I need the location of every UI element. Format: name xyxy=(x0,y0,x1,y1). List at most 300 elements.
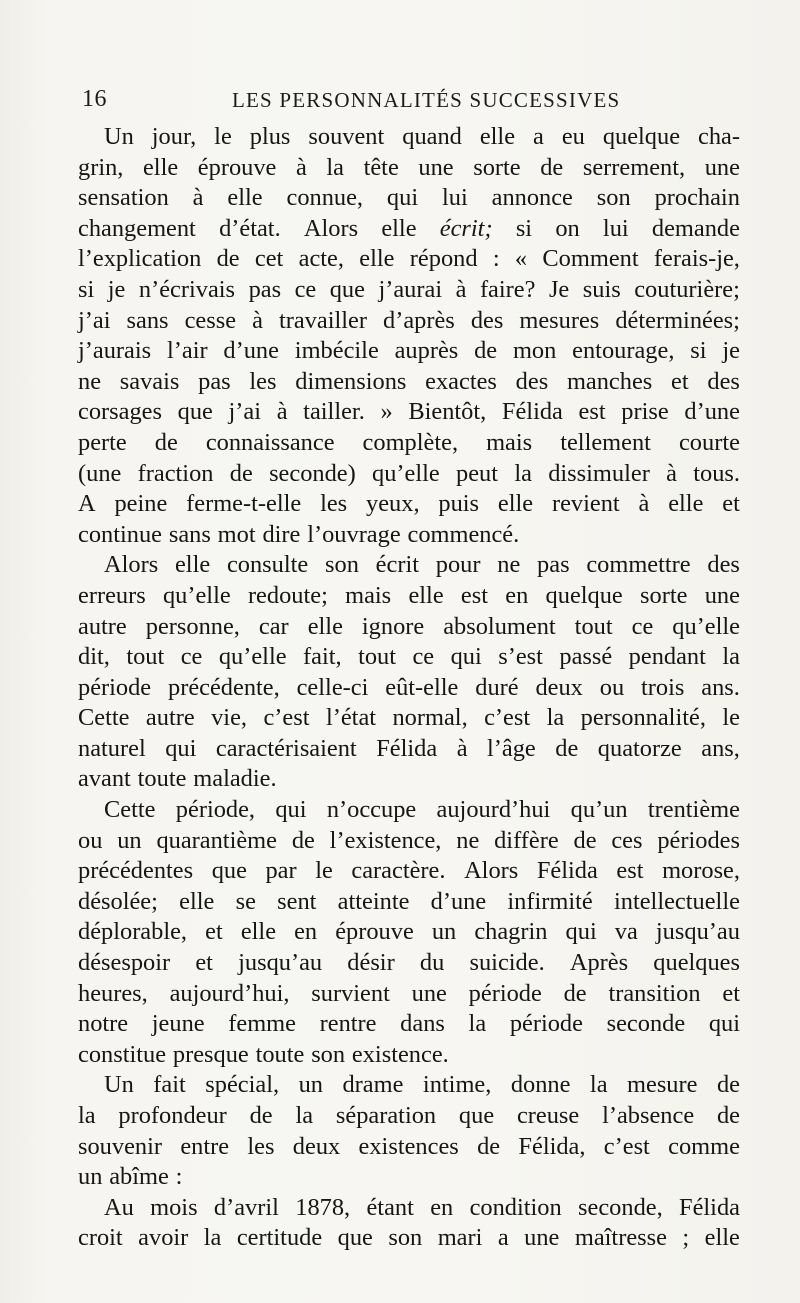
word: faire? xyxy=(479,275,536,303)
word: elle xyxy=(381,214,417,242)
word: des xyxy=(515,367,549,395)
text-line xyxy=(78,306,740,337)
word: on xyxy=(555,214,580,242)
word: ignore xyxy=(361,612,425,640)
word: l’âge xyxy=(487,734,536,762)
word: de xyxy=(154,428,178,456)
word: trois xyxy=(641,673,685,701)
word: précédente, xyxy=(168,673,280,701)
word: ne xyxy=(456,826,480,854)
word: n’écrivais xyxy=(138,275,236,303)
word: son xyxy=(388,1224,423,1252)
word: mois xyxy=(150,1193,198,1221)
word: n’occupe xyxy=(326,796,417,824)
word: abîme xyxy=(109,1163,169,1191)
word: connue, xyxy=(286,184,364,212)
word: « xyxy=(514,245,528,273)
word: quelque xyxy=(545,581,623,609)
text-line xyxy=(78,734,740,765)
word: peine xyxy=(114,490,168,518)
word: c’est xyxy=(263,704,310,732)
text-line xyxy=(78,856,740,887)
word: répond xyxy=(409,245,478,273)
word: 1878, xyxy=(295,1193,351,1221)
word: j’aurai xyxy=(378,275,443,303)
word: Cette xyxy=(104,796,156,824)
word: quatorze xyxy=(597,734,682,762)
word: et xyxy=(722,490,740,518)
word: tout xyxy=(358,643,397,671)
word: erreurs xyxy=(78,581,146,609)
word: a xyxy=(497,1224,509,1252)
word: période xyxy=(78,673,152,701)
word: personnalité, xyxy=(580,704,706,732)
word: j’aurais xyxy=(78,337,152,365)
word: qui xyxy=(165,734,197,762)
word: de xyxy=(229,459,253,487)
text-line xyxy=(78,367,740,398)
word: le xyxy=(315,857,333,885)
word: qu’elle xyxy=(218,643,287,671)
word: un xyxy=(78,1163,103,1191)
word: de xyxy=(716,1071,740,1099)
word: femme xyxy=(228,1010,296,1038)
word: mot xyxy=(217,520,256,548)
word: autre xyxy=(78,612,127,640)
word: annonce xyxy=(491,184,573,212)
word: mari xyxy=(437,1224,483,1252)
word: tout xyxy=(126,643,165,671)
word: cet xyxy=(254,245,284,273)
word: dire xyxy=(262,520,301,548)
word: suicide. xyxy=(469,949,545,977)
word: précédentes xyxy=(78,857,194,885)
word: duré xyxy=(475,673,519,701)
text-line xyxy=(78,520,740,551)
word: Alors xyxy=(464,857,519,885)
word: un xyxy=(431,918,457,946)
word: à xyxy=(455,275,467,303)
word: seconde xyxy=(606,1010,686,1038)
word: une xyxy=(704,153,740,181)
word: les xyxy=(320,490,348,518)
word: ces xyxy=(611,826,643,854)
word: est xyxy=(460,581,489,609)
word: sent xyxy=(277,887,317,915)
word: tête xyxy=(363,153,399,181)
word: a xyxy=(533,123,544,150)
word: une xyxy=(411,979,447,1007)
word: de xyxy=(477,1132,501,1160)
word: à xyxy=(192,184,204,212)
word: désespoir xyxy=(78,949,171,977)
word: eu xyxy=(561,123,585,150)
text-line xyxy=(78,183,740,214)
word: avoir xyxy=(138,1224,189,1252)
text-line xyxy=(78,1070,740,1101)
word: normal, xyxy=(392,704,468,732)
word: l’état xyxy=(325,704,377,732)
word: celle-ci xyxy=(296,673,369,701)
word: seconde, xyxy=(578,1193,663,1221)
running-title: LES PERSONNALITÉS SUCCESSIVES xyxy=(232,88,621,112)
word: ce xyxy=(180,643,203,671)
word: peut xyxy=(456,459,499,487)
word: ou xyxy=(78,826,103,854)
word: cesse xyxy=(184,306,237,334)
word: la xyxy=(514,459,532,487)
word: désolée; xyxy=(78,887,158,915)
word: jour, xyxy=(151,123,197,150)
word: lui xyxy=(441,184,468,212)
word: et xyxy=(195,949,213,977)
word: qu’elle xyxy=(672,612,740,640)
word: pas xyxy=(537,551,570,579)
word: constitue xyxy=(78,1040,167,1068)
word: tellement xyxy=(560,428,651,456)
word: de xyxy=(291,826,315,854)
text-line xyxy=(78,244,740,275)
word: de xyxy=(540,153,564,181)
word: vie, xyxy=(211,704,248,732)
word: cha- xyxy=(698,123,740,150)
word: et xyxy=(205,918,223,946)
word: le xyxy=(722,704,740,732)
word: ans, xyxy=(701,734,740,762)
word: dissimuler xyxy=(548,459,650,487)
text-line xyxy=(78,336,740,367)
word: passé xyxy=(559,643,613,671)
word: en xyxy=(505,581,529,609)
word: consulte xyxy=(226,551,309,579)
word: écrit xyxy=(375,551,419,579)
word: complète, xyxy=(362,428,459,456)
word: deux xyxy=(535,673,583,701)
text-line xyxy=(78,948,740,979)
text-line xyxy=(78,122,740,153)
word: elle xyxy=(179,887,215,915)
text-line xyxy=(78,979,740,1010)
word: : xyxy=(175,1163,183,1191)
word: je xyxy=(107,275,126,303)
word: » xyxy=(380,398,393,426)
word: tout xyxy=(574,612,613,640)
word: période xyxy=(468,979,542,1007)
word: Bientôt, xyxy=(408,398,487,426)
word: d’avril xyxy=(213,1193,279,1221)
word: donne xyxy=(510,1071,571,1099)
word: ; xyxy=(682,1224,690,1252)
word: caractère. xyxy=(351,857,446,885)
word: certitude xyxy=(236,1224,323,1252)
word: mon xyxy=(512,337,557,365)
word: personne, xyxy=(145,612,240,640)
word: à xyxy=(276,398,288,426)
word: presque xyxy=(172,1040,249,1068)
word: la xyxy=(78,1102,96,1129)
word: sorte xyxy=(640,581,688,609)
word: qu’elle xyxy=(162,581,231,609)
word: fait xyxy=(153,1071,186,1099)
text-line xyxy=(78,397,740,428)
text-line xyxy=(78,550,740,581)
word: en xyxy=(294,918,318,946)
word: qui xyxy=(275,796,307,824)
word: aujourd’hui, xyxy=(169,979,290,1007)
word: la xyxy=(326,153,344,181)
word: souvenir xyxy=(78,1132,162,1160)
word: une xyxy=(418,153,454,181)
word: la xyxy=(722,643,740,671)
word: éprouve xyxy=(197,153,277,181)
word: lui xyxy=(602,214,629,242)
word: le xyxy=(214,123,232,150)
text-line xyxy=(78,673,740,704)
word: quand xyxy=(402,123,462,150)
word: la xyxy=(546,704,565,732)
page-header xyxy=(82,86,738,118)
word: étant xyxy=(366,1193,414,1221)
word: d’état. xyxy=(219,214,281,242)
word: par xyxy=(265,857,297,885)
word: morose, xyxy=(662,857,740,885)
word: dit, xyxy=(78,643,110,671)
word: que xyxy=(211,857,247,885)
text-line xyxy=(78,1101,740,1132)
word: ou xyxy=(599,673,625,701)
text-line xyxy=(78,612,740,643)
word: diffère xyxy=(494,826,559,854)
word: suis xyxy=(582,275,621,303)
word: que xyxy=(329,275,365,303)
word: en xyxy=(430,1193,454,1221)
word: se xyxy=(235,887,256,915)
word: de xyxy=(474,337,498,365)
paragraph xyxy=(78,1070,740,1192)
word: couturière; xyxy=(634,275,740,303)
word: sorte xyxy=(473,153,521,181)
word: toute xyxy=(137,765,187,793)
word: prochain xyxy=(654,184,740,212)
word: et xyxy=(722,979,740,1007)
word: la xyxy=(203,1224,222,1252)
word: elle xyxy=(704,1224,740,1252)
word: Alors xyxy=(303,214,359,242)
word: Félida xyxy=(536,857,598,885)
word: autre xyxy=(145,704,195,732)
word: c’est xyxy=(603,1132,650,1160)
word: ferme-t-elle xyxy=(186,490,302,518)
text-line xyxy=(78,1040,740,1071)
word: mais xyxy=(345,581,392,609)
word: quelques xyxy=(653,949,740,977)
word: fraction xyxy=(137,459,214,487)
word: mais xyxy=(486,428,533,456)
word: profondeur xyxy=(118,1102,227,1129)
word: qui xyxy=(708,1010,740,1038)
word: l’existence, xyxy=(329,826,442,854)
word: naturel xyxy=(78,734,146,762)
word: désir xyxy=(347,949,395,977)
word: ne xyxy=(497,551,521,579)
word: elle xyxy=(227,184,263,212)
word: Alors xyxy=(104,551,159,579)
word: sensation xyxy=(78,184,169,212)
word: corsages xyxy=(78,398,162,426)
word: Un xyxy=(104,123,134,150)
text-line xyxy=(78,703,740,734)
word: l’air xyxy=(166,337,208,365)
word: commettre xyxy=(586,551,691,579)
word: Un xyxy=(104,1071,134,1099)
word: qu’elle xyxy=(372,459,440,487)
word: d’une xyxy=(223,337,279,365)
word: j’ai xyxy=(78,306,111,334)
word: si xyxy=(515,214,533,242)
word: toute xyxy=(255,1040,305,1068)
word: ce xyxy=(412,643,435,671)
word: elle xyxy=(142,153,179,181)
word: yeux, xyxy=(366,490,420,518)
text-line xyxy=(78,1193,740,1224)
word: rentre xyxy=(319,1010,377,1038)
word: souvent xyxy=(308,123,385,150)
word: déplorable, xyxy=(78,918,188,946)
word: pas xyxy=(248,275,282,303)
word: absolument xyxy=(443,612,556,640)
word: : xyxy=(492,245,500,273)
word: période xyxy=(509,1010,583,1038)
word: aujourd’hui xyxy=(436,796,551,824)
word: continue xyxy=(78,520,162,548)
word: j’ai xyxy=(228,398,262,426)
word: prise xyxy=(621,398,669,426)
word: Félida xyxy=(679,1193,740,1221)
word: existence. xyxy=(351,1040,449,1068)
word: savais xyxy=(119,367,180,395)
word: des xyxy=(707,551,740,579)
word: fait, xyxy=(303,643,342,671)
word: séparation xyxy=(335,1102,437,1129)
word: pour xyxy=(435,551,481,579)
word: éprouve xyxy=(335,918,414,946)
word: les xyxy=(247,1132,275,1160)
word: est xyxy=(578,398,606,426)
word: qui xyxy=(450,643,482,671)
text-line xyxy=(78,1009,740,1040)
word: écrit; xyxy=(439,214,493,242)
word: puis xyxy=(438,490,480,518)
text-line xyxy=(78,826,740,857)
word: une xyxy=(704,581,740,609)
word: mesures xyxy=(519,306,600,334)
word: intellectuelle xyxy=(613,887,740,915)
text-line xyxy=(78,275,740,306)
word: d’une xyxy=(684,398,740,426)
word: Félida xyxy=(376,734,438,762)
word: son xyxy=(596,184,631,212)
word: l’explication xyxy=(78,245,202,273)
word: Félida, xyxy=(518,1132,586,1160)
word: les xyxy=(249,367,277,395)
word: une xyxy=(524,1224,560,1252)
word: que xyxy=(337,1224,373,1252)
word: qu’un xyxy=(570,796,628,824)
word: perte xyxy=(78,428,127,456)
word: atteinte xyxy=(337,887,410,915)
word: notre xyxy=(78,1010,129,1038)
word: c’est xyxy=(484,704,531,732)
word: deux xyxy=(292,1132,341,1160)
text-line xyxy=(78,887,740,918)
word: est xyxy=(616,857,644,885)
word: creuse xyxy=(516,1102,580,1129)
word: son xyxy=(325,551,359,579)
word: l’absence xyxy=(602,1102,695,1129)
word: pendant xyxy=(628,643,706,671)
word: du xyxy=(419,949,445,977)
word: redoute; xyxy=(247,581,328,609)
word: la xyxy=(295,1102,314,1129)
word: plus xyxy=(249,123,291,150)
word: si xyxy=(690,337,707,365)
word: mesure xyxy=(627,1071,698,1099)
word: travailler xyxy=(278,306,367,334)
word: car xyxy=(258,612,289,640)
word: d’une xyxy=(430,887,487,915)
word: elle xyxy=(174,551,211,579)
word: va xyxy=(614,918,638,946)
text-line xyxy=(78,428,740,459)
text-line xyxy=(78,1162,740,1193)
word: quelque xyxy=(602,123,681,150)
text-line xyxy=(78,153,740,184)
word: connaissance xyxy=(205,428,335,456)
word: quarantième xyxy=(156,826,277,854)
word: A xyxy=(78,490,96,518)
word: croit xyxy=(78,1224,123,1252)
page-number: 16 xyxy=(82,86,107,112)
word: la xyxy=(468,1010,487,1038)
word: transition xyxy=(608,979,701,1007)
word: ne xyxy=(78,367,102,395)
text-line xyxy=(78,795,740,826)
text-line xyxy=(78,764,740,795)
word: à xyxy=(456,734,468,762)
text-line xyxy=(78,917,740,948)
word: qui xyxy=(565,918,597,946)
word: trentième xyxy=(647,796,740,824)
word: spécial, xyxy=(205,1071,280,1099)
word: d’après xyxy=(383,306,455,334)
word: chagrin xyxy=(474,918,548,946)
word: qui xyxy=(386,184,419,212)
text-line xyxy=(78,1132,740,1163)
paragraph xyxy=(78,550,740,795)
word: de xyxy=(573,826,597,854)
word: condition xyxy=(469,1193,562,1221)
word: maladie. xyxy=(193,765,277,793)
word: des xyxy=(707,367,740,395)
word: de xyxy=(716,1102,740,1129)
paragraph xyxy=(78,1193,740,1254)
word: ans. xyxy=(701,673,740,701)
word: la xyxy=(589,1071,608,1099)
word: Au xyxy=(104,1193,134,1221)
text-line xyxy=(78,214,740,245)
word: sans xyxy=(168,520,211,548)
word: imbécile xyxy=(294,337,379,365)
